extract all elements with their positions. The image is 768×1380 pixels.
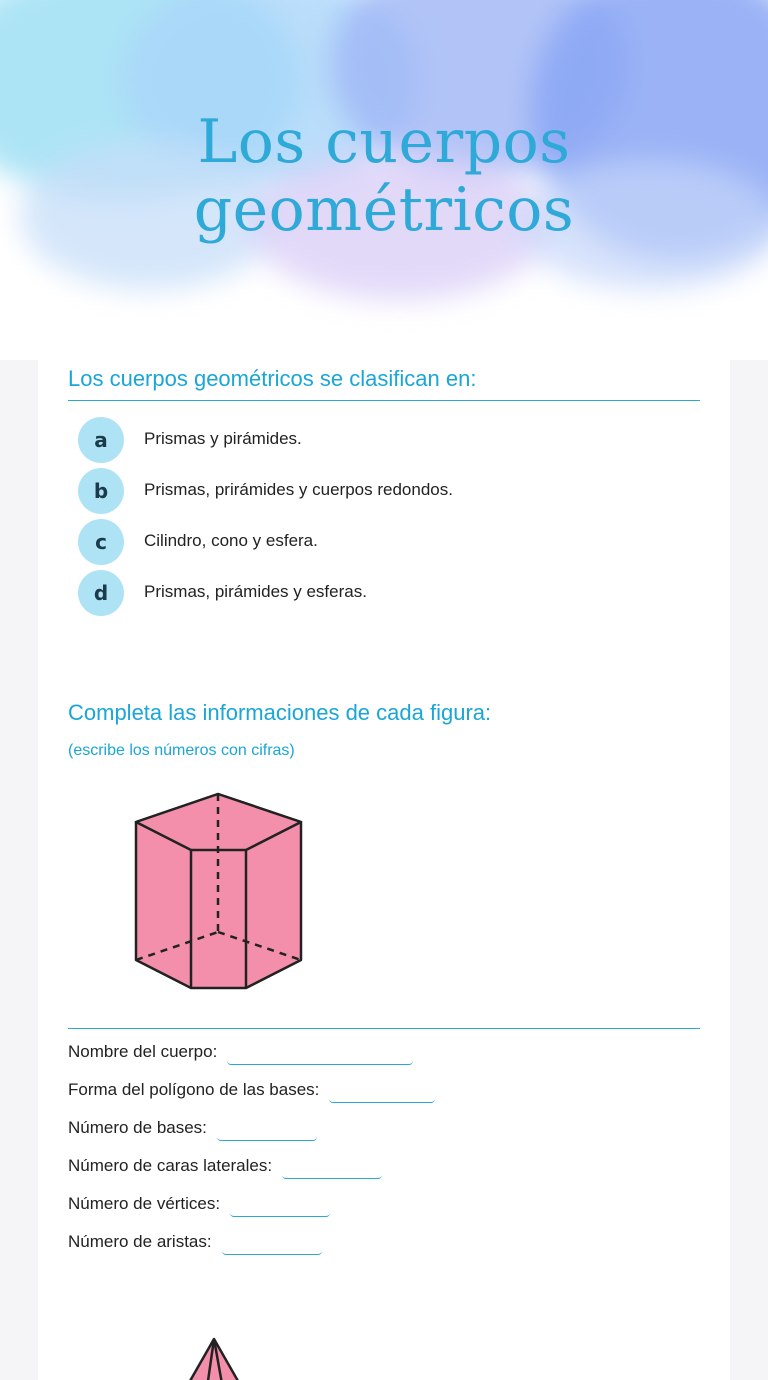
option-b[interactable] — [78, 468, 638, 514]
option-letter-bubble: c — [78, 519, 124, 565]
option-letter-bubble: a — [78, 417, 124, 463]
field-numero-de-vertices — [68, 1194, 330, 1218]
pyramid-icon — [178, 1335, 250, 1380]
field-forma-del-poligono — [68, 1080, 435, 1104]
answer-blank[interactable] — [222, 1232, 322, 1255]
page-title-line: geométricos — [193, 175, 575, 245]
answer-blank[interactable] — [282, 1156, 382, 1179]
field-numero-de-bases — [68, 1118, 317, 1142]
field-numero-de-caras-laterales — [68, 1156, 382, 1180]
option-text: Prismas, prirámides y cuerpos redondos. — [144, 480, 453, 499]
page-title-line: Los cuerpos — [197, 107, 571, 177]
answer-blank[interactable] — [217, 1118, 317, 1141]
field-numero-de-aristas — [68, 1232, 322, 1256]
option-text: Prismas, pirámides y esferas. — [144, 582, 367, 601]
field-label: Nombre del cuerpo: — [68, 1042, 218, 1061]
option-c[interactable] — [78, 519, 638, 565]
option-letter-bubble: b — [78, 468, 124, 514]
field-label: Forma del polígono de las bases: — [68, 1080, 320, 1099]
answer-blank[interactable] — [230, 1194, 330, 1217]
pentagonal-prism-icon — [130, 790, 310, 995]
option-a[interactable] — [78, 417, 638, 463]
option-d[interactable] — [78, 570, 638, 616]
answer-blank[interactable] — [329, 1080, 435, 1103]
option-text: Cilindro, cono y esfera. — [144, 531, 318, 550]
option-text: Prismas y pirámides. — [144, 429, 302, 448]
section-divider — [68, 1028, 700, 1029]
field-label: Número de aristas: — [68, 1232, 212, 1251]
page-header — [0, 0, 768, 360]
field-label: Número de vértices: — [68, 1194, 221, 1213]
field-label: Número de caras laterales: — [68, 1156, 273, 1175]
question-title: Completa las informaciones de cada figura: — [68, 700, 492, 725]
page-title — [0, 108, 768, 244]
answer-blank[interactable] — [227, 1042, 413, 1065]
field-nombre-del-cuerpo — [68, 1042, 413, 1066]
question-title: Los cuerpos geométricos se clasifican en: — [68, 366, 700, 401]
worksheet-card — [38, 360, 730, 1380]
question-subtitle: (escribe los números con cifras) — [68, 742, 295, 759]
field-label: Número de bases: — [68, 1118, 207, 1137]
option-letter-bubble: d — [78, 570, 124, 616]
